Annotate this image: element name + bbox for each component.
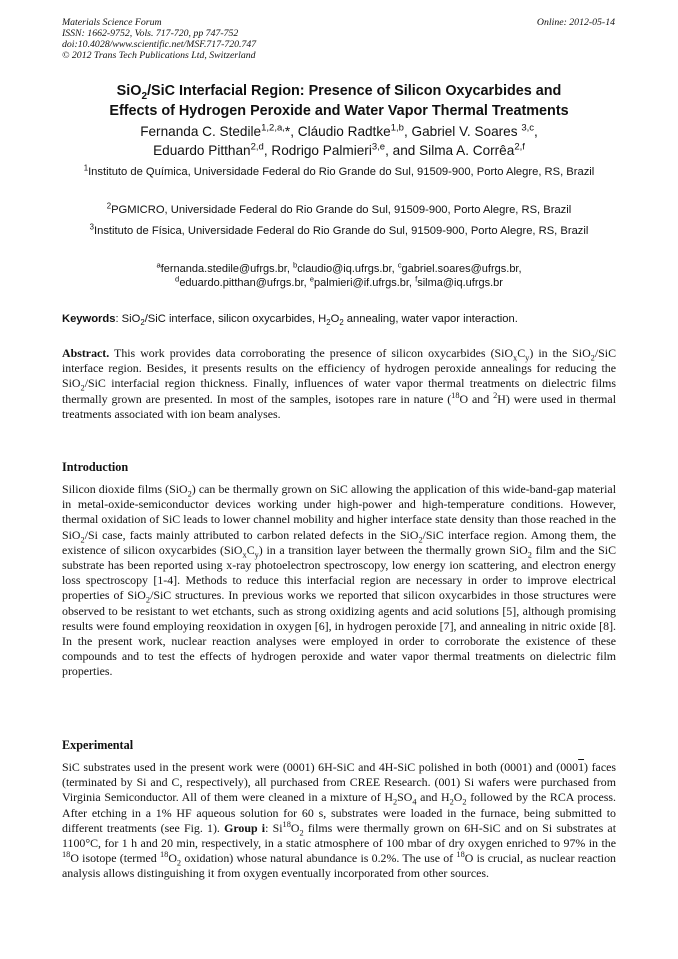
journal-header [62, 17, 256, 61]
author-list: Fernanda C. Stedile$^{1,2,a,}$*, Cláudio Radtke$^{1,b}$, Gabriel V. Soares $^{3,c}$, Eduardo Pitthan$^{2,d}$, Rodrigo Palmieri$^{3,e}$, and Silma A. Corrêa$^{2,f}$ [140, 122, 538, 158]
online-date: Online: 2012-05-14 [536, 17, 615, 28]
author-name: Fernanda C. Stedile [140, 124, 262, 139]
journal-copyright: © 2012 Trans Tech Publications Ltd, Switzerland [62, 50, 256, 61]
journal-issn: ISSN: 1662-9752, Vols. 717-720, pp 747-752 [62, 28, 239, 39]
email-link[interactable]: fernanda.stedile@ufrgs.br, [160, 263, 290, 275]
introduction-text: Silicon dioxide films (SiO$_2$) can be thermally grown on SiC allowing the application of this wide-band-gap material in metal-oxide-semiconductor devices working under high-power and high-temperature conditions. However, thermal oxidation of SiC leads to lower channel mobility and higher interface state density than those reached in the SiO$_2$/Si case, facts mainly attributed to carbon related defects in the SiO$_2$/SiC interface region. Among them, the existence of silicon oxycarbides $(SiO_xC_y)$ in a transition layer between the thermally grown SiO$_2$ film and the SiC substrate has been reported using x-ray photoelectron spectroscopy, low energy ion scattering, and electron energy loss spectroscopy [1-4]. Methods to reduce this interfacial region are necessary in order to improve electrical properties of SiO$_2$/SiC structures. In previous works we reported that silicon oxycarbides in those structures were observed to be resistant to wet etchants, such as strong oxidizing agents and acid solutions [5], although promising results were found employing reoxidation in oxygen [6], in hydrogen peroxide [7], and annealing in nitric oxide [8]. In the present work, nuclear reaction analyses were employed in order to corroborate the existence of these compounds and to test the effects of hydrogen peroxide and water vapor thermal treatments on dielectric film properties. [62, 482, 617, 679]
affiliation-2: $^2$PGMICRO, Universidade Federal do Rio Grande do Sul, 91509-900, Porto Alegre, RS, Brazil [106, 201, 572, 216]
section-heading-introduction: Introduction [62, 460, 129, 474]
author-name: Cláudio Radtke [297, 124, 391, 139]
email-link[interactable]: palmieri@if.ufrgs.br, [314, 277, 412, 289]
author-name: Gabriel V. Soares [411, 124, 518, 139]
affiliation-1: $^1$Instituto de Química, Universidade Federal do Rio Grande do Sul, 91509-900, Porto Alegre, RS, Brazil [83, 163, 595, 178]
keywords-label: Keywords [62, 313, 116, 325]
journal-name: Materials Science Forum [62, 17, 162, 28]
abstract-label: Abstract. [62, 346, 110, 360]
email-link[interactable]: gabriel.soares@ufrgs.br, [401, 263, 522, 275]
author-name: and Silma A. Corrêa [392, 143, 515, 158]
keywords: Keywords: SiO$_2$/SiC interface, silicon oxycarbides, $H_2O_2$ annealing, water vapor interaction. [62, 313, 518, 328]
author-emails: $^a$fernanda.stedile@ufrgs.br, $^b$claudio@iq.ufrgs.br, $^c$gabriel.soares@ufrgs.br, $^d$eduardo.pitthan@ufrgs.br, $^e$palmieri@if.ufrgs.br, $^f$silma@iq.ufrgs.br [156, 260, 522, 289]
experimental-text: SiC substrates used in the present work were (0001) 6H-SiC and 4H-SiC polished in both (0001) and (0001) faces (terminated by Si and C, respectively), all purchased from CREE Research. (001) Si wafers were purchased from Virginia Semiconductor. All of them were cleaned in a mixture of $H_2SO_4$ and $H_2O_2$ followed by the RCA process. After etching in a 1% HF aqueous solution for 60 s, substrates were loaded in the furnace, being submitted to different treatments (see Fig. 1). Group i: $Si^{18}O_2$ films were thermally grown on 6H-SiC and on Si substrates at 1100°C, for 1 h and 20 min, respectively, in a static atmosphere of 100 mbar of dry oxygen enriched to 97% in the $^{18}$O isotope (termed $^{18}O_2$ oxidation) whose natural abundance is 0.2%. The use of $^{18}$O is crucial, as nuclear reaction analysis allows distinguishing it from oxygen eventually incorporated from other sources. [62, 760, 617, 881]
email-link[interactable]: claudio@iq.ufrgs.br, [297, 263, 395, 275]
email-link[interactable]: eduardo.pitthan@ufrgs.br, [179, 277, 307, 289]
abstract: Abstract. This work provides data corroborating the presence of silicon oxycarbides $(SiO_xC_y)$ in the SiO$_2$/SiC interface region. Besides, it presents results on the efficiency of hydrogen peroxide annealings for reducing the SiO$_2$/SiC interfacial region thickness. Finally, influences of water vapor thermal treatments on dielectric films thermally grown are presented. In most of the samples, isotopes rare in nature ($^{18}$O and $^2$H) were used in thermal treatments associated with ion beam analyses. [62, 346, 617, 421]
email-link[interactable]: silma@iq.ufrgs.br [417, 277, 503, 289]
author-name: Rodrigo Palmieri [271, 143, 372, 158]
group-label: Group i [224, 820, 266, 835]
journal-doi: doi:10.4028/www.scientific.net/MSF.717-720.747 [62, 39, 257, 50]
section-heading-experimental: Experimental [62, 738, 134, 752]
affiliation-3: $^3$Instituto de Física, Universidade Federal do Rio Grande do Sul, 91509-900, Porto Alegre, RS, Brazil [89, 222, 589, 237]
author-name: Eduardo Pitthan [153, 143, 251, 158]
paper-title: SiO$_2$/SiC Interfacial Region: Presence of Silicon Oxycarbides and Effects of Hydrogen Peroxide and Water Vapor Thermal Treatments [109, 83, 569, 119]
